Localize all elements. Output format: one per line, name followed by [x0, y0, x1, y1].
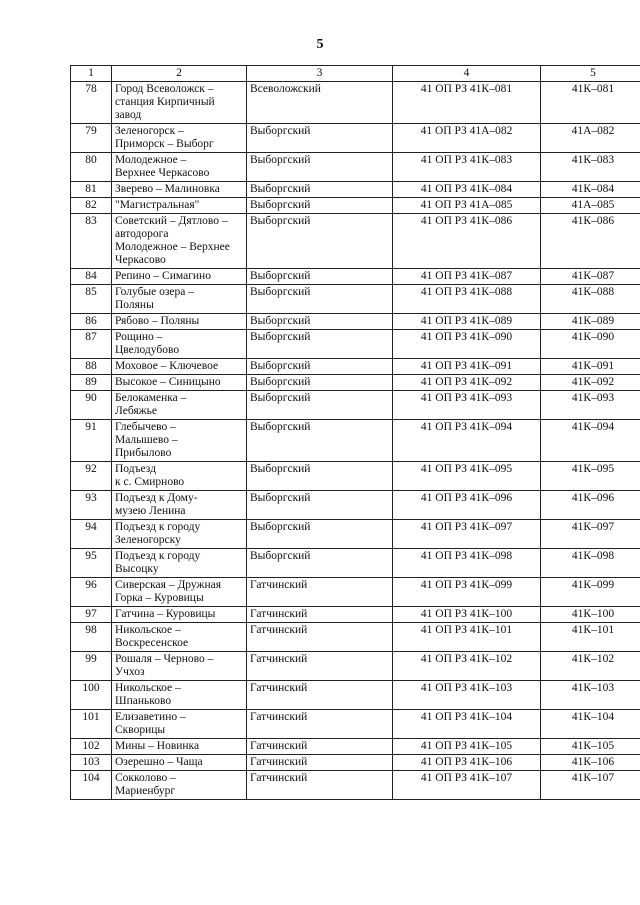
cell-road-name: Моховое – Ключевое — [112, 359, 247, 375]
cell-registration-number: 41 ОП РЗ 41К–102 — [393, 652, 541, 681]
table-row — [71, 153, 640, 182]
cell-road-name: Никольское – Воскресенское — [112, 623, 247, 652]
cell-number: 93 — [71, 491, 112, 520]
cell-registration-number: 41 ОП РЗ 41К–088 — [393, 285, 541, 314]
cell-registration-number: 41 ОП РЗ 41А–082 — [393, 124, 541, 153]
cell-road-name: Рябово – Поляны — [112, 314, 247, 330]
table-body — [71, 82, 640, 800]
cell-number: 95 — [71, 549, 112, 578]
cell-registration-number: 41 ОП РЗ 41К–095 — [393, 462, 541, 491]
cell-road-name: Молодежное – Верхнее Черкасово — [112, 153, 247, 182]
cell-registration-number: 41 ОП РЗ 41К–096 — [393, 491, 541, 520]
cell-registration-number: 41 ОП РЗ 41К–087 — [393, 269, 541, 285]
cell-road-name: Елизаветино – Скворицы — [112, 710, 247, 739]
cell-number: 78 — [71, 82, 112, 124]
cell-registration-number: 41 ОП РЗ 41К–089 — [393, 314, 541, 330]
cell-road-name: Глебычево – Малышево – Прибылово — [112, 420, 247, 462]
cell-number: 81 — [71, 182, 112, 198]
cell-road-code: 41К–083 — [541, 153, 640, 182]
cell-registration-number: 41 ОП РЗ 41К–104 — [393, 710, 541, 739]
table-row — [71, 681, 640, 710]
cell-district: Выборгский — [247, 462, 393, 491]
cell-registration-number: 41 ОП РЗ 41К–097 — [393, 520, 541, 549]
cell-number: 98 — [71, 623, 112, 652]
cell-district: Выборгский — [247, 549, 393, 578]
cell-district: Гатчинский — [247, 739, 393, 755]
cell-road-code: 41К–084 — [541, 182, 640, 198]
cell-district: Гатчинский — [247, 771, 393, 800]
cell-road-code: 41К–081 — [541, 82, 640, 124]
cell-road-code: 41К–093 — [541, 391, 640, 420]
cell-number: 101 — [71, 710, 112, 739]
cell-district: Гатчинский — [247, 623, 393, 652]
table-row — [71, 710, 640, 739]
cell-registration-number: 41 ОП РЗ 41К–103 — [393, 681, 541, 710]
cell-road-code: 41К–086 — [541, 214, 640, 269]
cell-number: 89 — [71, 375, 112, 391]
column-header-2: 2 — [112, 66, 247, 82]
cell-road-code: 41К–103 — [541, 681, 640, 710]
cell-number: 92 — [71, 462, 112, 491]
table-row — [71, 314, 640, 330]
cell-registration-number: 41 ОП РЗ 41К–101 — [393, 623, 541, 652]
column-header-3: 3 — [247, 66, 393, 82]
cell-registration-number: 41 ОП РЗ 41К–099 — [393, 578, 541, 607]
cell-district: Выборгский — [247, 124, 393, 153]
table-row — [71, 214, 640, 269]
table-row — [71, 739, 640, 755]
cell-number: 99 — [71, 652, 112, 681]
cell-number: 88 — [71, 359, 112, 375]
cell-road-name: Подъезд к городу Зеленогорску — [112, 520, 247, 549]
cell-road-name: Высокое – Синицыно — [112, 375, 247, 391]
roads-table — [70, 65, 640, 800]
table-row — [71, 607, 640, 623]
cell-number: 86 — [71, 314, 112, 330]
column-header-4: 4 — [393, 66, 541, 82]
cell-number: 103 — [71, 755, 112, 771]
cell-district: Выборгский — [247, 491, 393, 520]
cell-number: 100 — [71, 681, 112, 710]
table-row — [71, 269, 640, 285]
cell-district: Гатчинский — [247, 755, 393, 771]
cell-road-code: 41К–105 — [541, 739, 640, 755]
table-row — [71, 285, 640, 314]
cell-road-code: 41К–106 — [541, 755, 640, 771]
cell-number: 79 — [71, 124, 112, 153]
cell-district: Выборгский — [247, 520, 393, 549]
cell-road-name: Озерешно – Чаща — [112, 755, 247, 771]
cell-road-code: 41К–089 — [541, 314, 640, 330]
cell-road-name: Гатчина – Куровицы — [112, 607, 247, 623]
cell-number: 90 — [71, 391, 112, 420]
cell-road-code: 41К–092 — [541, 375, 640, 391]
cell-registration-number: 41 ОП РЗ 41К–105 — [393, 739, 541, 755]
cell-road-name: Белокаменка – Лебяжье — [112, 391, 247, 420]
cell-road-name: Мины – Новинка — [112, 739, 247, 755]
cell-road-name: Репино – Симагино — [112, 269, 247, 285]
cell-district: Выборгский — [247, 214, 393, 269]
table-row — [71, 82, 640, 124]
column-header-1: 1 — [71, 66, 112, 82]
cell-number: 102 — [71, 739, 112, 755]
table-row — [71, 652, 640, 681]
table-header-row — [71, 66, 640, 82]
table-row — [71, 755, 640, 771]
cell-registration-number: 41 ОП РЗ 41К–098 — [393, 549, 541, 578]
table-row — [71, 124, 640, 153]
cell-district: Выборгский — [247, 375, 393, 391]
table-row — [71, 578, 640, 607]
cell-district: Выборгский — [247, 182, 393, 198]
cell-road-code: 41К–104 — [541, 710, 640, 739]
cell-district: Гатчинский — [247, 681, 393, 710]
cell-road-name: Сокколово – Мариенбург — [112, 771, 247, 800]
cell-number: 83 — [71, 214, 112, 269]
cell-road-name: Голубые озера – Поляны — [112, 285, 247, 314]
cell-road-name: Город Всеволожск – станция Кирпичный завод — [112, 82, 247, 124]
table-row — [71, 198, 640, 214]
cell-road-code: 41К–107 — [541, 771, 640, 800]
cell-road-code: 41К–094 — [541, 420, 640, 462]
cell-road-name: Подъезд к с. Смирново — [112, 462, 247, 491]
cell-registration-number: 41 ОП РЗ 41К–107 — [393, 771, 541, 800]
table-row — [71, 520, 640, 549]
table-row — [71, 182, 640, 198]
cell-registration-number: 41 ОП РЗ 41К–086 — [393, 214, 541, 269]
cell-registration-number: 41 ОП РЗ 41К–083 — [393, 153, 541, 182]
cell-road-name: Сиверская – Дружная Горка – Куровицы — [112, 578, 247, 607]
cell-number: 104 — [71, 771, 112, 800]
cell-registration-number: 41 ОП РЗ 41К–093 — [393, 391, 541, 420]
cell-district: Гатчинский — [247, 607, 393, 623]
table-row — [71, 391, 640, 420]
cell-registration-number: 41 ОП РЗ 41К–092 — [393, 375, 541, 391]
cell-registration-number: 41 ОП РЗ 41А–085 — [393, 198, 541, 214]
cell-number: 87 — [71, 330, 112, 359]
cell-registration-number: 41 ОП РЗ 41К–084 — [393, 182, 541, 198]
cell-road-code: 41К–101 — [541, 623, 640, 652]
cell-registration-number: 41 ОП РЗ 41К–094 — [393, 420, 541, 462]
page-number: 5 — [316, 37, 324, 52]
cell-road-code: 41К–095 — [541, 462, 640, 491]
table-row — [71, 375, 640, 391]
cell-road-code: 41К–098 — [541, 549, 640, 578]
cell-road-name: Рошаля – Черново – Учхоз — [112, 652, 247, 681]
cell-road-name: Рощино – Цвелодубово — [112, 330, 247, 359]
cell-district: Всеволожский — [247, 82, 393, 124]
cell-road-code: 41А–085 — [541, 198, 640, 214]
cell-number: 97 — [71, 607, 112, 623]
table-row — [71, 420, 640, 462]
table-row — [71, 462, 640, 491]
cell-number: 94 — [71, 520, 112, 549]
cell-district: Выборгский — [247, 330, 393, 359]
cell-road-code: 41К–096 — [541, 491, 640, 520]
column-header-5: 5 — [541, 66, 640, 82]
cell-registration-number: 41 ОП РЗ 41К–100 — [393, 607, 541, 623]
cell-road-name: Советский – Дятлово – автодорога Молодежное – Верхнее Черкасово — [112, 214, 247, 269]
cell-district: Выборгский — [247, 198, 393, 214]
cell-number: 96 — [71, 578, 112, 607]
cell-road-code: 41К–087 — [541, 269, 640, 285]
table-row — [71, 330, 640, 359]
cell-road-code: 41К–102 — [541, 652, 640, 681]
cell-number: 91 — [71, 420, 112, 462]
cell-district: Выборгский — [247, 153, 393, 182]
cell-number: 82 — [71, 198, 112, 214]
cell-road-name: Зверево – Малиновка — [112, 182, 247, 198]
cell-number: 84 — [71, 269, 112, 285]
cell-district: Гатчинский — [247, 710, 393, 739]
cell-number: 80 — [71, 153, 112, 182]
cell-district: Выборгский — [247, 269, 393, 285]
cell-road-name: "Магистральная" — [112, 198, 247, 214]
table-row — [71, 623, 640, 652]
cell-road-name: Подъезд к городу Высоцку — [112, 549, 247, 578]
cell-district: Выборгский — [247, 420, 393, 462]
cell-registration-number: 41 ОП РЗ 41К–106 — [393, 755, 541, 771]
table-row — [71, 549, 640, 578]
cell-road-code: 41К–099 — [541, 578, 640, 607]
cell-road-code: 41К–100 — [541, 607, 640, 623]
cell-road-code: 41К–091 — [541, 359, 640, 375]
cell-district: Гатчинский — [247, 578, 393, 607]
cell-road-name: Подъезд к Дому- музею Ленина — [112, 491, 247, 520]
cell-district: Выборгский — [247, 285, 393, 314]
cell-district: Выборгский — [247, 359, 393, 375]
cell-road-code: 41К–090 — [541, 330, 640, 359]
cell-district: Выборгский — [247, 391, 393, 420]
cell-district: Выборгский — [247, 314, 393, 330]
cell-road-code: 41К–097 — [541, 520, 640, 549]
cell-road-name: Зеленогорск – Приморск – Выборг — [112, 124, 247, 153]
cell-registration-number: 41 ОП РЗ 41К–081 — [393, 82, 541, 124]
table-row — [71, 359, 640, 375]
cell-registration-number: 41 ОП РЗ 41К–091 — [393, 359, 541, 375]
table-row — [71, 491, 640, 520]
cell-road-code: 41А–082 — [541, 124, 640, 153]
cell-registration-number: 41 ОП РЗ 41К–090 — [393, 330, 541, 359]
cell-district: Гатчинский — [247, 652, 393, 681]
cell-number: 85 — [71, 285, 112, 314]
table-row — [71, 771, 640, 800]
cell-road-name: Никольское – Шпаньково — [112, 681, 247, 710]
cell-road-code: 41К–088 — [541, 285, 640, 314]
